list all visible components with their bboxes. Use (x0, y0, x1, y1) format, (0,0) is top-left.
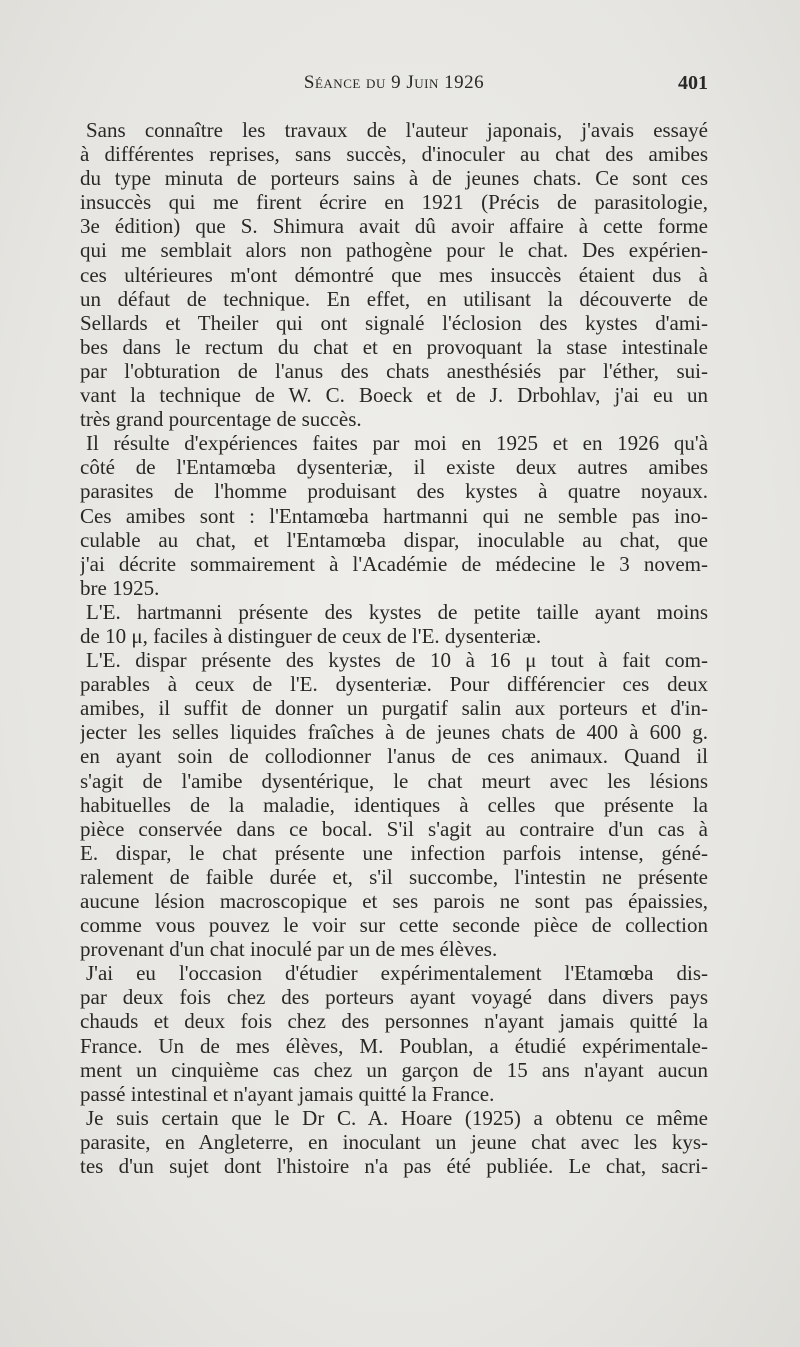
text-line: parasites de l'homme produisant des kystes à quatre noyaux. (80, 479, 708, 504)
text-line: Sellards et Theiler qui ont signalé l'éclosion des kystes d'ami- (80, 310, 708, 335)
text-line: L'E. hartmanni présente des kystes de petite taille ayant moins (86, 599, 708, 624)
text-line: Sans connaître les travaux de l'auteur japonais, j'avais essayé (86, 118, 708, 142)
page-header (80, 72, 708, 102)
text-line: qui me semblait alors non pathogène pour le chat. Des expérien- (80, 238, 708, 263)
text-line: L'E. dispar présente des kystes de 10 à 16 μ tout à fait com- (86, 648, 708, 673)
text-line: côté de l'Entamœba dysenteriæ, il existe deux autres amibes (80, 455, 708, 480)
text-line: un défaut de technique. En effet, en utilisant la découverte de (80, 286, 708, 311)
text-line: provenant d'un chat inoculé par un de mes élèves. (80, 937, 498, 962)
text-line: insuccès qui me firent écrire en 1921 (Précis de parasitologie, (80, 190, 708, 215)
page-number: 401 (678, 72, 708, 94)
text-line: France. Un de mes élèves, M. Poublan, a étudié expérimentale- (80, 1033, 708, 1058)
text-line: E. dispar, le chat présente une infection parfois intense, géné- (80, 840, 708, 865)
text-line: Il résulte d'expériences faites par moi en 1925 et en 1926 qu'à (86, 431, 708, 456)
text-line: Je suis certain que le Dr C. A. Hoare (1925) a obtenu ce même (86, 1105, 708, 1130)
text-line: de 10 μ, faciles à distinguer de ceux de l'E. dysenteriæ. (80, 623, 542, 648)
text-line: J'ai eu l'occasion d'étudier expérimentalement l'Etamœba dis- (86, 961, 708, 986)
text-line: très grand pourcentage de succès. (80, 407, 362, 432)
text-line: habituelles de la maladie, identiques à celles que présente la (80, 792, 708, 817)
text-line: bre 1925. (80, 575, 160, 600)
text-line: ralement de faible durée et, s'il succombe, l'intestin ne présente (80, 864, 708, 889)
text-line: tes d'un sujet dont l'histoire n'a pas été publiée. Le chat, sacri- (80, 1154, 708, 1179)
text-line: passé intestinal et n'ayant jamais quitté la France. (80, 1081, 495, 1106)
text-line: jecter les selles liquides fraîches à de jeunes chats de 400 à 600 g. (80, 720, 708, 745)
text-line: 3e édition) que S. Shimura avait dû avoir affaire à cette forme (80, 214, 708, 239)
text-line: pièce conservée dans ce bocal. S'il s'agit au contraire d'un cas à (80, 816, 708, 841)
text-line: par l'obturation de l'anus des chats anesthésiés par l'éther, sui- (80, 358, 708, 383)
text-line: parables à ceux de l'E. dysenteriæ. Pour différencier ces deux (80, 672, 708, 697)
text-line: amibes, il suffit de donner un purgatif salin aux porteurs et d'in- (80, 696, 708, 721)
text-line: aucune lésion macroscopique et ses parois ne sont pas épaissies, (80, 889, 708, 913)
text-line: comme vous pouvez le voir sur cette seconde pièce de collection (80, 913, 708, 938)
text-line: s'agit de l'amibe dysentérique, le chat meurt avec les lésions (80, 768, 708, 793)
text-line: ces ultérieures m'ont démontré que mes insuccès étaient dus à (80, 262, 708, 287)
text-line: par deux fois chez des porteurs ayant voyagé dans divers pays (80, 985, 708, 1010)
running-head: Séance du 9 Juin 1926 (303, 72, 485, 93)
text-line: parasite, en Angleterre, en inoculant un jeune chat avec les kys- (80, 1129, 708, 1154)
text-line: à différentes reprises, sans succès, d'inoculer au chat des amibes (80, 142, 708, 167)
text-line: vant la technique de W. C. Boeck et de J. Drbohlav, j'ai eu un (80, 383, 708, 408)
text-line: du type minuta de porteurs sains à de jeunes chats. Ce sont ces (80, 166, 708, 191)
text-line: en ayant soin de collodionner l'anus de ces animaux. Quand il (80, 744, 708, 769)
text-line: ment un cinquième cas chez un garçon de 15 ans n'ayant aucun (80, 1057, 708, 1082)
text-line: bes dans le rectum du chat et en provoquant la stase intestinale (80, 334, 708, 359)
text-line: j'ai décrite sommairement à l'Académie de médecine le 3 novem- (80, 551, 708, 576)
body-text (80, 118, 708, 1178)
text-line: chauds et deux fois chez des personnes n'ayant jamais quitté la (80, 1009, 708, 1034)
text-line: Ces amibes sont : l'Entamœba hartmanni qui ne semble pas ino- (80, 503, 708, 528)
text-line: culable au chat, et l'Entamœba dispar, inoculable au chat, que (80, 527, 708, 552)
